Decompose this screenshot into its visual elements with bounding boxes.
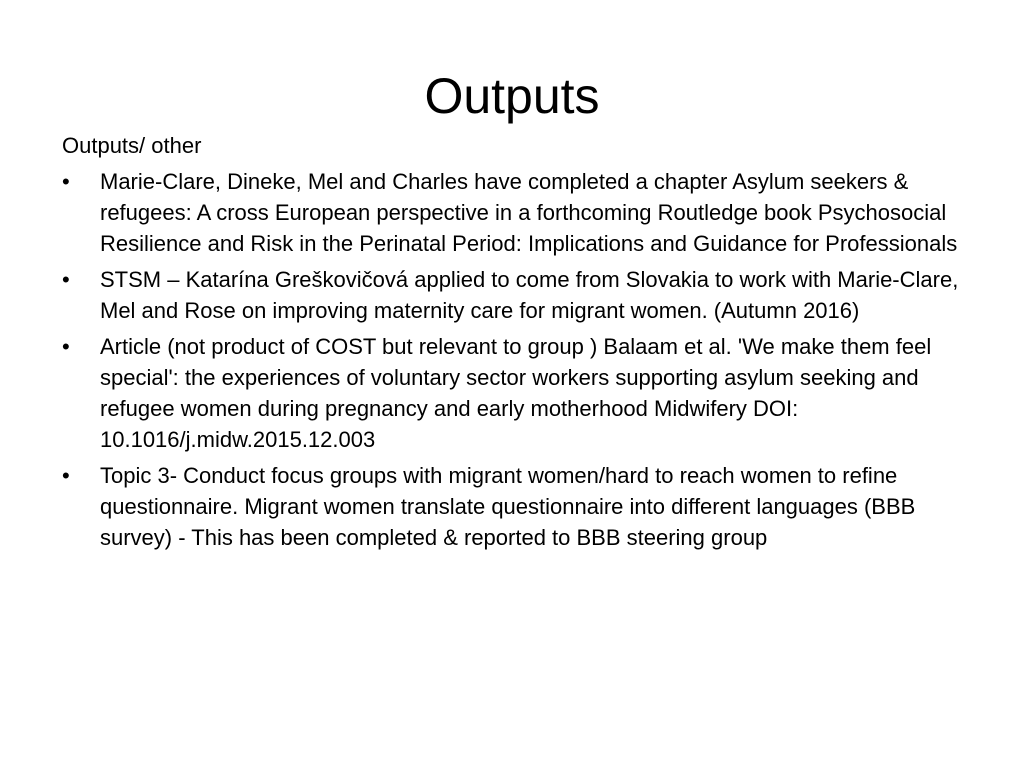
bullet-icon: • (62, 169, 70, 194)
subheading: Outputs/ other (62, 133, 202, 158)
bullet-icon: • (62, 334, 70, 359)
slide-title: Outputs (424, 68, 600, 124)
bullet-icon: • (62, 463, 70, 488)
bullet-item (62, 331, 972, 455)
bullet-text: STSM – Katarína Greškovičová applied to come from Slovakia to work with Marie-Clare, Mel and Rose on improving maternity care for migrant women. (Autumn 2016) (100, 267, 959, 323)
bullet-text: Topic 3- Conduct focus groups with migrant women/hard to reach women to refine questionnaire. Migrant women translate questionnaire into different languages (BBB survey) - This has been completed & reported to BBB steering group (100, 463, 916, 550)
bullet-item (62, 264, 972, 326)
slide-body (62, 130, 972, 558)
bullet-icon: • (62, 267, 70, 292)
bullet-item (62, 166, 972, 259)
bullet-text: Marie-Clare, Dineke, Mel and Charles have completed a chapter Asylum seekers & refugees: A cross European perspective in a forthcoming Routledge book Psychosocial Resilience and Risk in the Perinatal Period: Implications and Guidance for Professionals (100, 169, 958, 256)
bullet-text: Article (not product of COST but relevant to group ) Balaam et al. 'We make them feel special': the experiences of voluntary sector workers supporting asylum seeking and refugee women during pregnancy and early motherhood Midwifery DOI: 10.1016/j.midw.2015.12.003 (100, 334, 932, 452)
bullet-list (62, 166, 972, 553)
bullet-item (62, 460, 972, 553)
